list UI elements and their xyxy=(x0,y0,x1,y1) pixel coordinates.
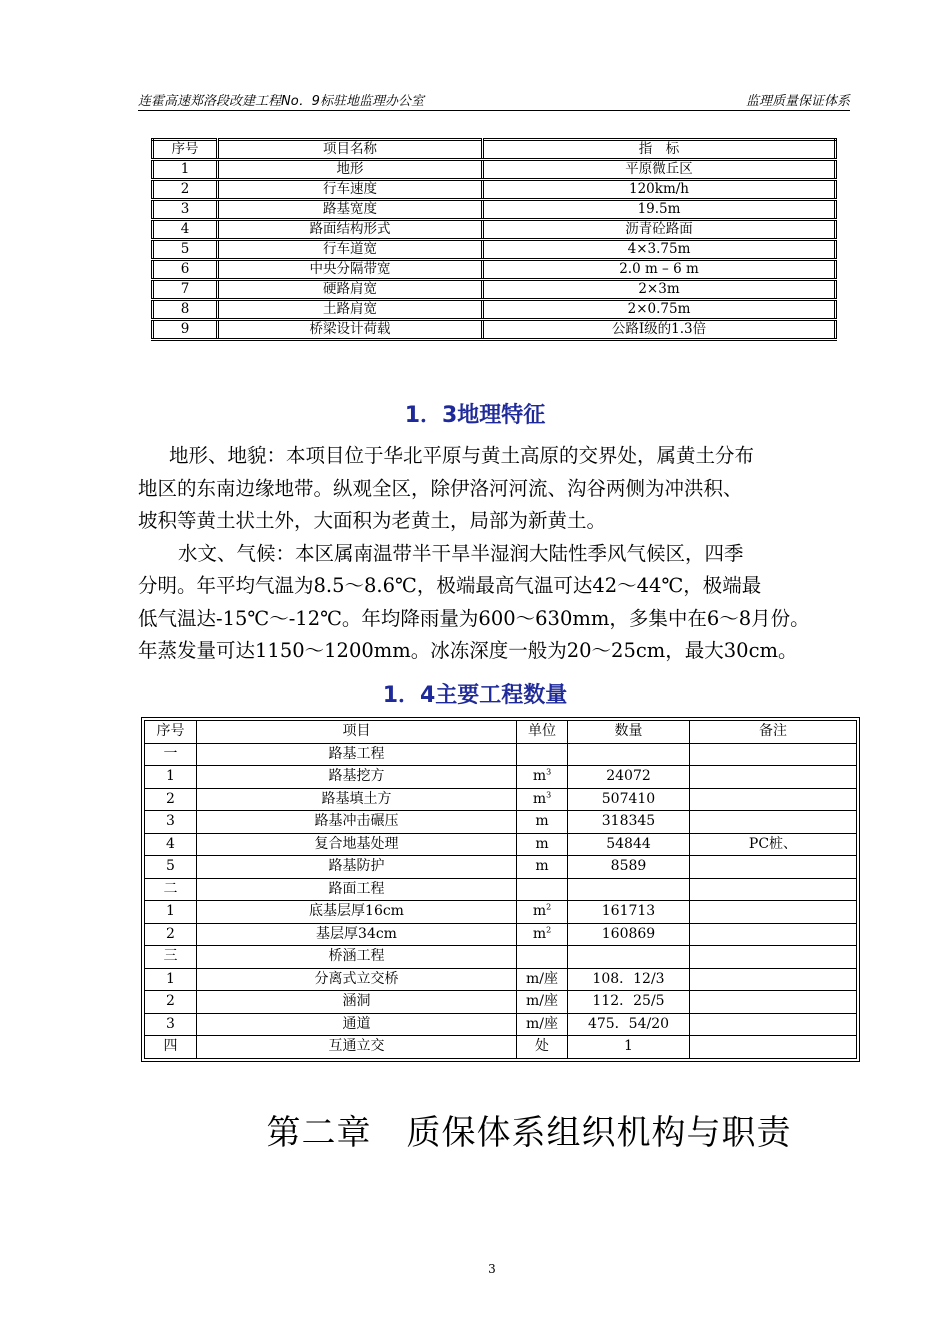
climate-paragraph-line: 年蒸发量可达1150～1200mm。冰冻深度一般为20～25cm，最大30cm。 xyxy=(138,639,798,662)
table-row xyxy=(145,901,857,924)
quantity-cell: 161713 xyxy=(568,901,690,924)
table-cell: 2×3m xyxy=(483,280,836,300)
climate-paragraph-line: 分明。年平均气温为8.5～8.6℃，极端最高气温可达42～44℃，极端最 xyxy=(138,574,762,597)
row-number-cell: 4 xyxy=(145,833,197,856)
quantity-cell: 108．12/3 xyxy=(568,968,690,991)
quantity-cell: 1 xyxy=(568,1036,690,1059)
unit-text: 处 xyxy=(535,1038,549,1054)
page-header xyxy=(138,88,850,111)
header-cell: 指 标 xyxy=(483,140,836,160)
table-row xyxy=(145,923,857,946)
unit-text: m/座 xyxy=(526,993,558,1009)
unit-text: m/座 xyxy=(526,1015,558,1032)
note-cell xyxy=(690,901,857,924)
section-title-geography: 1．3地理特征 xyxy=(404,403,546,428)
item-cell: 路基填土方 xyxy=(197,788,517,811)
header-cell: 项目 xyxy=(197,721,517,744)
unit-text: m xyxy=(532,790,547,807)
unit-text: m xyxy=(535,813,549,829)
table-cell: 4 xyxy=(153,220,218,240)
table-row xyxy=(145,766,857,789)
unit-cell xyxy=(517,788,568,811)
unit-text: m xyxy=(535,835,549,852)
item-cell: 通道 xyxy=(197,1013,517,1036)
table-row xyxy=(153,260,836,280)
item-cell: 桥涵工程 xyxy=(197,946,517,969)
page-number: 3 xyxy=(488,1262,496,1276)
table-row xyxy=(145,788,857,811)
item-cell: 路基冲击碾压 xyxy=(197,811,517,834)
row-number-cell: 一 xyxy=(145,743,197,766)
note-cell xyxy=(690,1013,857,1036)
table-row xyxy=(145,968,857,991)
table-cell: 地形 xyxy=(218,160,483,180)
unit-text: m xyxy=(532,925,547,942)
header-project-name: 连霍高速郑洛段改建工程No．9标驻地监理办公室 xyxy=(138,94,424,109)
item-cell: 分离式立交桥 xyxy=(197,968,517,991)
quantities-table xyxy=(144,720,857,1059)
table-cell: 4×3.75m xyxy=(483,240,836,260)
unit-exponent: 2 xyxy=(546,902,552,912)
note-cell xyxy=(690,766,857,789)
table-row xyxy=(153,300,836,320)
table-cell: 3 xyxy=(153,200,218,220)
table-row xyxy=(145,991,857,1014)
item-cell: 涵洞 xyxy=(197,991,517,1014)
table-cell: 行车道宽 xyxy=(218,240,483,260)
table-cell: 19.5m xyxy=(483,200,836,220)
item-cell: 路基防护 xyxy=(197,856,517,879)
table-cell: 沥青砼路面 xyxy=(483,220,836,240)
quantity-cell xyxy=(568,946,690,969)
quantity-cell xyxy=(568,743,690,766)
table-cell: 路基宽度 xyxy=(218,200,483,220)
note-cell xyxy=(690,968,857,991)
table-header-row xyxy=(145,721,857,744)
header-cell: 备注 xyxy=(690,721,857,744)
header-cell: 序号 xyxy=(153,140,218,160)
quantity-cell xyxy=(568,878,690,901)
unit-text: m xyxy=(535,858,549,874)
unit-text: m xyxy=(532,903,547,919)
note-cell xyxy=(690,811,857,834)
header-cell: 序号 xyxy=(145,721,197,744)
terrain-paragraph-first-line: 地形、地貌：本项目位于华北平原与黄土高原的交界处，属黄土分布 xyxy=(169,444,755,467)
unit-exponent: 3 xyxy=(546,767,552,777)
row-number-cell: 5 xyxy=(145,856,197,879)
unit-exponent: 3 xyxy=(546,789,552,799)
unit-text: m xyxy=(532,768,547,784)
table-cell: 120km/h xyxy=(483,180,836,200)
terrain-paragraph-line: 地区的东南边缘地带。纵观全区，除伊洛河河流、沟谷两侧为冲洪积、 xyxy=(138,476,743,500)
note-cell xyxy=(690,788,857,811)
table-row xyxy=(145,1013,857,1036)
item-cell: 路基工程 xyxy=(197,743,517,766)
unit-cell xyxy=(517,901,568,924)
climate-paragraph-first-line: 水文、气候：本区属南温带半干旱半湿润大陆性季风气候区，四季 xyxy=(178,541,744,565)
table-cell: 8 xyxy=(153,300,218,320)
table-cell: 9 xyxy=(153,320,218,340)
row-number-cell: 二 xyxy=(145,878,197,901)
table-row xyxy=(153,160,836,180)
unit-cell xyxy=(517,833,568,856)
geography-paragraphs xyxy=(138,440,868,668)
quantity-cell: 475．54/20 xyxy=(568,1013,690,1036)
table-cell: 路面结构形式 xyxy=(218,220,483,240)
quantity-cell: 24072 xyxy=(568,766,690,789)
unit-cell xyxy=(517,923,568,946)
note-cell xyxy=(690,743,857,766)
table-cell: 2.0 m – 6 m xyxy=(483,260,836,280)
row-number-cell: 3 xyxy=(145,1013,197,1036)
quantity-cell: 318345 xyxy=(568,811,690,834)
header-cell: 单位 xyxy=(517,721,568,744)
quantity-cell: 160869 xyxy=(568,923,690,946)
climate-paragraph-line: 低气温达-15℃～-12℃。年均降雨量为600～630mm，多集中在6～8月份。 xyxy=(138,606,810,630)
table-cell: 5 xyxy=(153,240,218,260)
header-cell: 数量 xyxy=(568,721,690,744)
unit-cell xyxy=(517,766,568,789)
table-cell: 2 xyxy=(153,180,218,200)
note-cell xyxy=(690,991,857,1014)
unit-exponent: 2 xyxy=(546,924,552,934)
unit-cell xyxy=(517,968,568,991)
unit-cell xyxy=(517,1036,568,1059)
unit-cell xyxy=(517,743,568,766)
unit-text: m/座 xyxy=(526,970,558,987)
table-row xyxy=(153,220,836,240)
table-row xyxy=(145,833,857,856)
table-row xyxy=(153,240,836,260)
table-header-row xyxy=(153,140,836,160)
table-cell: 6 xyxy=(153,260,218,280)
quantity-cell: 112．25/5 xyxy=(568,991,690,1014)
item-cell: 互通立交 xyxy=(197,1036,517,1059)
item-cell: 复合地基处理 xyxy=(197,833,517,856)
header-section-name: 监理质量保证体系 xyxy=(745,94,850,109)
table-row xyxy=(153,200,836,220)
unit-cell xyxy=(517,946,568,969)
table-cell: 中央分隔带宽 xyxy=(218,260,483,280)
item-cell: 基层厚34cm xyxy=(197,923,517,946)
item-cell: 路基挖方 xyxy=(197,766,517,789)
table-row xyxy=(145,743,857,766)
unit-cell xyxy=(517,1013,568,1036)
note-cell xyxy=(690,878,857,901)
terrain-paragraph-line: 坡积等黄土状土外，大面积为老黄土，局部为新黄土。 xyxy=(138,509,607,532)
row-number-cell: 2 xyxy=(145,788,197,811)
chapter-title: 第二章 质保体系组织机构与职责 xyxy=(266,1113,792,1153)
table-cell: 桥梁设计荷载 xyxy=(218,320,483,340)
row-number-cell: 1 xyxy=(145,968,197,991)
item-cell: 路面工程 xyxy=(197,878,517,901)
table-cell: 公路Ⅰ级的1.3倍 xyxy=(483,320,836,340)
header-cell: 项目名称 xyxy=(218,140,483,160)
table-cell: 平原微丘区 xyxy=(483,160,836,180)
quantity-cell: 54844 xyxy=(568,833,690,856)
row-number-cell: 2 xyxy=(145,991,197,1014)
row-number-cell: 2 xyxy=(145,923,197,946)
note-cell xyxy=(690,946,857,969)
note-cell xyxy=(690,923,857,946)
table-cell: 1 xyxy=(153,160,218,180)
table-cell: 2×0.75m xyxy=(483,300,836,320)
table-row xyxy=(145,856,857,879)
unit-cell xyxy=(517,856,568,879)
table-cell: 7 xyxy=(153,280,218,300)
table-cell: 行车速度 xyxy=(218,180,483,200)
table-row xyxy=(145,811,857,834)
quantity-cell: 507410 xyxy=(568,788,690,811)
note-cell: PC桩、 xyxy=(690,833,857,856)
row-number-cell: 1 xyxy=(145,766,197,789)
section-title-quantities: 1．4主要工程数量 xyxy=(382,683,568,708)
item-cell: 底基层厚16cm xyxy=(197,901,517,924)
table-row xyxy=(145,946,857,969)
quantity-cell: 8589 xyxy=(568,856,690,879)
note-cell xyxy=(690,856,857,879)
table-row xyxy=(145,1036,857,1059)
table-cell: 硬路肩宽 xyxy=(218,280,483,300)
table-row xyxy=(153,280,836,300)
unit-cell xyxy=(517,811,568,834)
table-row xyxy=(153,320,836,340)
unit-cell xyxy=(517,991,568,1014)
table-cell: 土路肩宽 xyxy=(218,300,483,320)
row-number-cell: 三 xyxy=(145,946,197,969)
table-row xyxy=(153,180,836,200)
table-row xyxy=(145,878,857,901)
row-number-cell: 四 xyxy=(145,1036,197,1059)
row-number-cell: 1 xyxy=(145,901,197,924)
unit-cell xyxy=(517,878,568,901)
design-standards-table xyxy=(151,138,837,341)
row-number-cell: 3 xyxy=(145,811,197,834)
note-cell xyxy=(690,1036,857,1059)
